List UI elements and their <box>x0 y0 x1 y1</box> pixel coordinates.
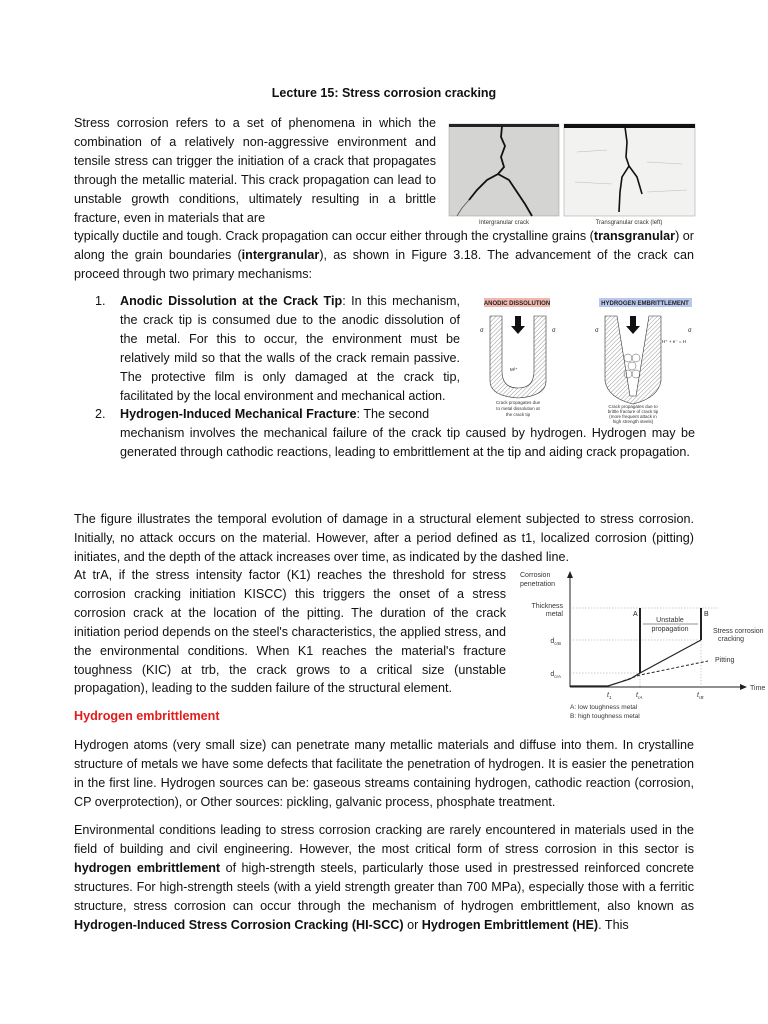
x-axis-label: Time <box>750 685 766 692</box>
caption-line: (more frequent attack in <box>609 414 657 419</box>
y-tick-thickness-1: Thickness <box>531 603 563 610</box>
caption-line: the crack tip <box>505 412 531 417</box>
environment-paragraph <box>74 821 694 934</box>
label-scc-1: Stress corrosion <box>713 628 764 635</box>
term-intergranular: intergranular <box>241 247 320 262</box>
x-tick-t1: $t_1$ <box>607 692 612 700</box>
label-unstable: Unstable <box>656 617 684 624</box>
y-axis-label-line1: Corrosion <box>520 572 551 579</box>
y-tick-dcrB: $d_{crB}$ <box>550 638 561 646</box>
page-title: Lecture 15: Stress corrosion cracking <box>271 86 497 100</box>
sigma-right: σ <box>552 328 556 334</box>
temporal-paragraph-continued: At trA, if the stress intensity factor (K1) reaches the threshold for stress corrosion cracking initiation KISCC) this triggers the onset of a stress corrosion crack at the location of the pitting. The duration of the crack initiation period depends on the steel's characteristics, the applied stress, and the environmental conditions. When K1 reaches the material's fracture toughness (KIC) at trb, the crack grows to a critical size (unstable propagation), leading to the sudden failure of the structural element. <box>74 568 506 696</box>
caption-line: Crack propagates due <box>495 400 541 405</box>
paragraph-text: Environmental conditions leading to stress corrosion cracking are rarely encountered in materials used in the field of building and civil engineering. However, the most critical form of stress corrosion in this sector is <box>74 823 694 856</box>
list-number: 2. <box>95 407 106 422</box>
label-anodic-dissolution: ANODIC DISSOLUTION <box>483 301 551 307</box>
y-axis-label-line2: penetration <box>520 581 556 588</box>
mechanism-text: : In this mechanism, the crack tip is consumed due to the anodic dissolution of the metal. For this to occur, the environment must be relatively mild so that the walls of the crack remain passive. The protective film is only damaged at the crack tip, facilitated by the local environment and mechanical action. <box>120 294 460 403</box>
label-hydrogen-embrittlement: HYDROGEN EMBRITTLEMENT <box>601 301 689 307</box>
caption-line: brittle fracture of crack tip <box>607 409 659 414</box>
mechanism-item-1 <box>95 292 460 405</box>
paragraph-text: of high-strength steels, particularly those used in prestressed reinforced concrete structures. For high-strength steels (with a yield strength greater than 700 MPa), especially those with a ferritic structure, stress corrosion can occur through the mechanism of hydrogen embrittlement, also known as <box>74 860 694 913</box>
corrosion-penetration-chart <box>518 568 768 723</box>
intro-text: ) or along the grain boundaries ( <box>74 229 694 262</box>
mechanism-first-line <box>95 405 460 424</box>
temporal-paragraph: The figure illustrates the temporal evolution of damage in a structural element subjected to stress corrosion. Initially, no attack occurs on the material. However, after a period defined as t1, localized corrosion (pitting) initiates, and the depth of the attack increases over time, as indicated by the dashed line. <box>74 512 694 564</box>
section-heading-hydrogen-embrittlement: Hydrogen embrittlement <box>74 709 220 723</box>
legend-b: B: high toughness metal <box>570 713 640 720</box>
caption-line: Crack propagates due to <box>608 404 658 409</box>
mechanism-title: Anodic Dissolution at the Crack Tip <box>120 294 343 308</box>
list-number: 1. <box>95 294 106 308</box>
intro-paragraph: Stress corrosion refers to a set of phenomena in which the combination of a relatively non-aggressive environment and tensile stress can trigger the initiation of a crack that propagates through the metallic material. This crack propagation can lead to unstable growth conditions, ultimately resulting in a brittle fracture, even in materials that are <box>74 116 436 225</box>
x-tick-trA: $t_{rA}$ <box>636 692 643 700</box>
y-tick-thickness-2: metal <box>545 611 563 618</box>
legend-a: A: low toughness metal <box>570 704 638 711</box>
mechanisms-diagram <box>478 296 696 426</box>
term-hydrogen-embrittlement: hydrogen embrittlement <box>74 860 221 875</box>
sigma-left: σ <box>595 328 599 334</box>
y-tick-dcrA: $d_{crA}$ <box>550 671 561 679</box>
caption-line: high strength steels) <box>612 419 654 424</box>
mechanism-text-continued: mechanism involves the mechanical failure of the crack tip caused by hydrogen. Hydrogen may be generated through cathodic reactions, leading to embrittlement at the tip and aiding crack propagation. <box>120 426 695 460</box>
term-transgranular: transgranular <box>593 229 676 243</box>
hydrogen-paragraph: Hydrogen atoms (very small size) can penetrate many metallic materials and diffuse into them. In crystalline structure of metals we have some defects that facilitate the penetration of hydrogen. It is easier the penetration in the first line. Hydrogen sources can be: gaseous streams containing hydrogen, cathodic reaction (corrosion, CP overprotection), or Other sources: pickling, galvanic process, phosphate treatment. <box>74 738 694 809</box>
metal-ions: M²⁺ <box>510 367 518 372</box>
x-tick-trB: $t_{rB}$ <box>697 692 704 700</box>
label-scc-2: cracking <box>718 636 745 643</box>
sigma-right: σ <box>688 328 692 334</box>
label-propagation: propagation <box>651 626 689 633</box>
mechanism-title: Hydrogen-Induced Mechanical Fracture <box>120 407 357 422</box>
caption-line: to metal dissolution at <box>496 406 540 411</box>
mechanism-text: : The second <box>356 407 430 422</box>
caption-intergranular: Intergranular crack <box>478 220 530 226</box>
paragraph-text: . This <box>598 917 629 932</box>
hydrogen-reaction: H⁺ + e⁻ = H <box>662 339 687 344</box>
marker-A: A <box>633 611 638 618</box>
intro-text: typically ductile and tough. Crack propagation can occur either through the crystalline grains ( <box>74 229 594 243</box>
label-pitting: Pitting <box>715 657 735 664</box>
crack-micrographs-figure <box>447 122 697 228</box>
term-hi-scc: Hydrogen-Induced Stress Corrosion Cracking (HI-SCC) <box>74 917 404 932</box>
intro-paragraph-continued <box>74 227 694 284</box>
caption-transgranular: Transgranular crack (left) <box>595 220 663 226</box>
paragraph-text: or <box>403 917 422 932</box>
intro-text: ), as shown in Figure 3.18. The advancement of the crack can proceed through two primary mechanisms: <box>74 247 694 281</box>
marker-B: B <box>704 611 709 618</box>
term-he: Hydrogen Embrittlement (HE) <box>421 917 599 932</box>
sigma-left: σ <box>480 328 484 334</box>
